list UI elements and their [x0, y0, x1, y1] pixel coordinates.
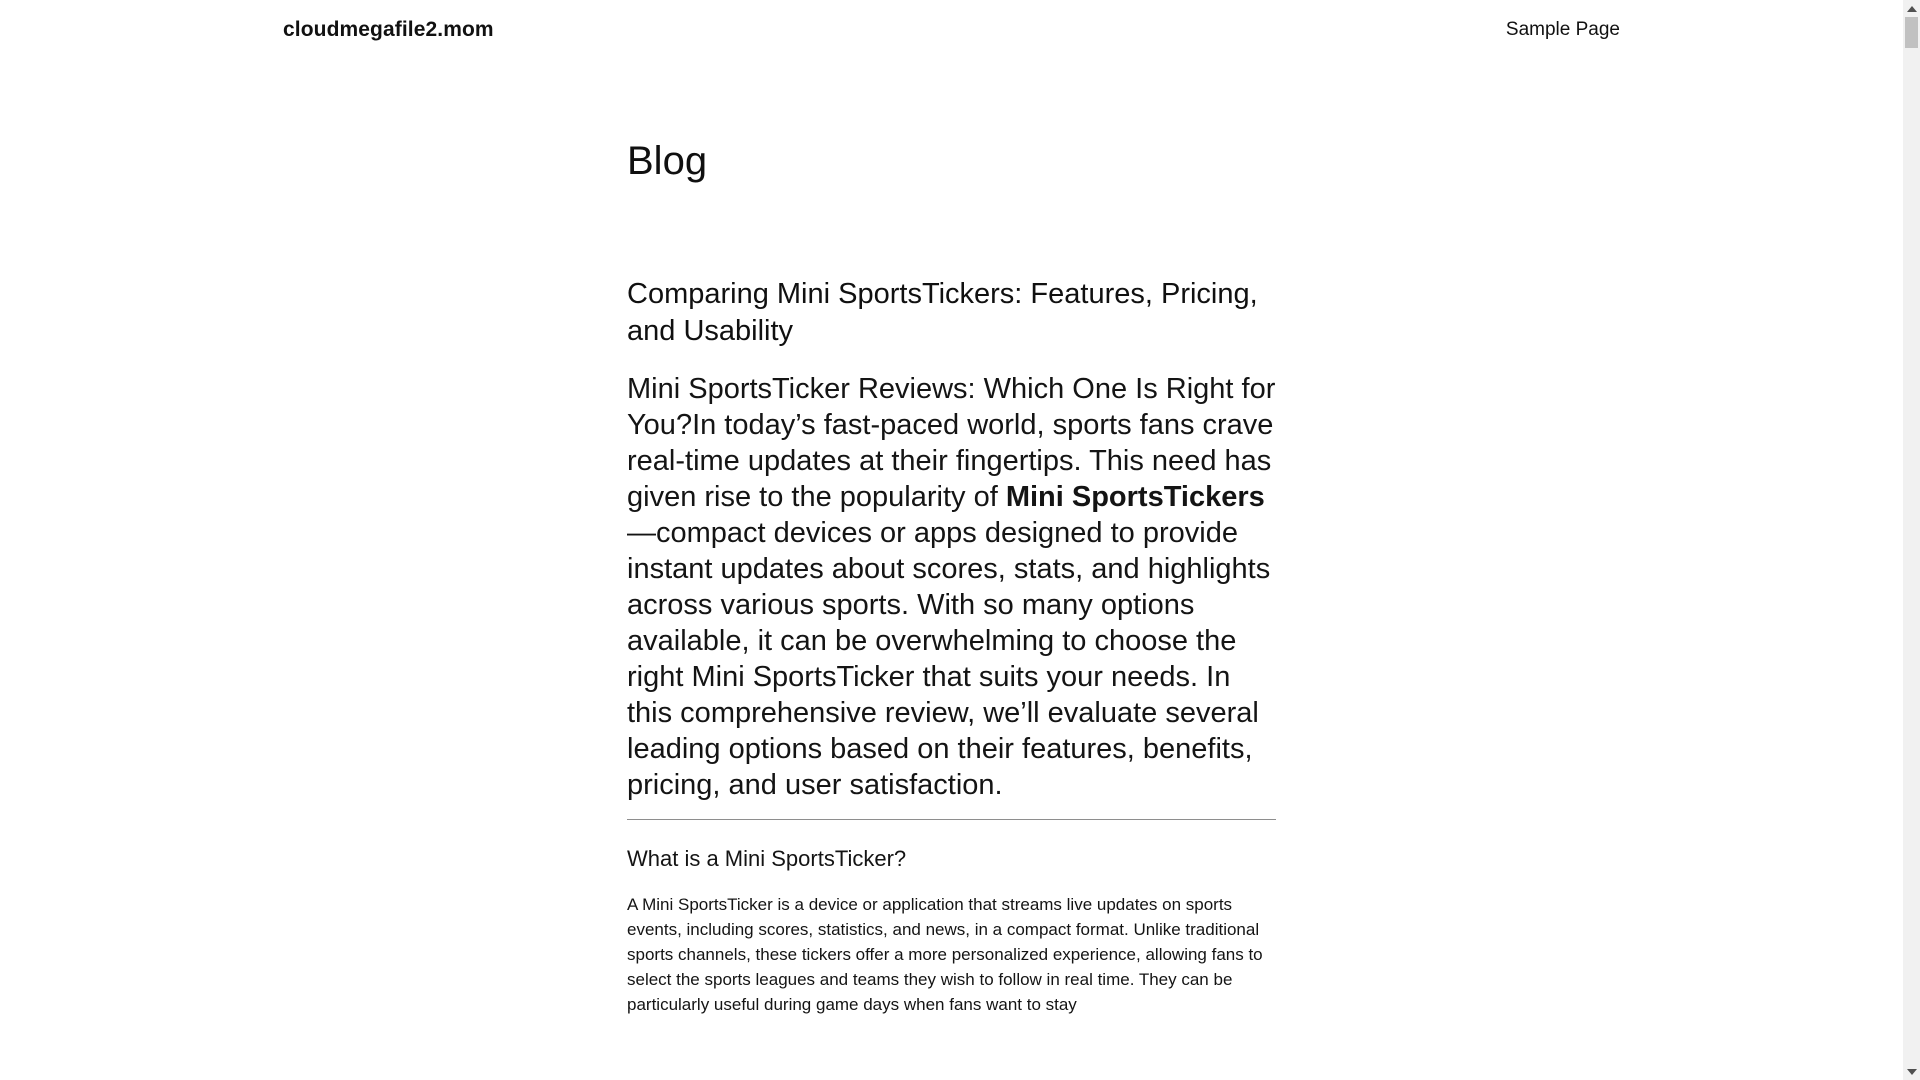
scroll-down-arrow-icon: [1907, 1069, 1917, 1075]
section-heading: What is a Mini SportsTicker?: [627, 846, 907, 871]
content-column: [627, 136, 1276, 1017]
scrollbar-thumb[interactable]: [1905, 17, 1918, 48]
scroll-up-arrow-icon: [1907, 6, 1917, 12]
scrollbar-up-button[interactable]: [1903, 0, 1920, 17]
intro-bold-phrase: Mini SportsTickers: [1005, 481, 1265, 513]
nav-link-sample-page[interactable]: Sample Page: [1505, 19, 1620, 40]
article-title[interactable]: Comparing Mini SportsTickers: Features, Pricing, and Usability: [627, 278, 1258, 347]
scrollbar-down-button[interactable]: [1903, 1063, 1920, 1080]
section-body-paragraph: A Mini SportsTicker is a device or application that streams live updates on sports events, including scores, statistics, and news, in a compact format. Unlike traditional sports channels, these tickers offer a more personalized experience, allowing fans to select the sports leagues and teams they wish to follow in real time. They can be particularly useful during game days when fans want to stay: [627, 895, 1263, 1014]
site-title-link[interactable]: cloudmegafile2.mom: [283, 18, 494, 41]
blog-post: [627, 276, 1276, 1017]
intro-text-before-bold: Mini SportsTicker Reviews: Which One Is Right for You?In today’s fast-paced world, sports fans crave real-time updates at their fingertips. This need has given rise to the popularity of: [627, 373, 1276, 513]
section-divider: [627, 819, 1276, 820]
page-title: Blog: [627, 139, 708, 183]
vertical-scrollbar[interactable]: [1903, 0, 1920, 1080]
site-header: [0, 0, 1903, 42]
primary-nav: [1506, 19, 1620, 41]
article-intro-paragraph: [627, 371, 1276, 803]
intro-text-after-bold: —compact devices or apps designed to provide instant updates about scores, stats, and highlights across various sports. With so many options available, it can be overwhelming to choose the right Mini SportsTicker that suits your needs. In this comprehensive review, we’ll evaluate several leading options based on their features, benefits, pricing, and user satisfaction.: [627, 517, 1271, 801]
